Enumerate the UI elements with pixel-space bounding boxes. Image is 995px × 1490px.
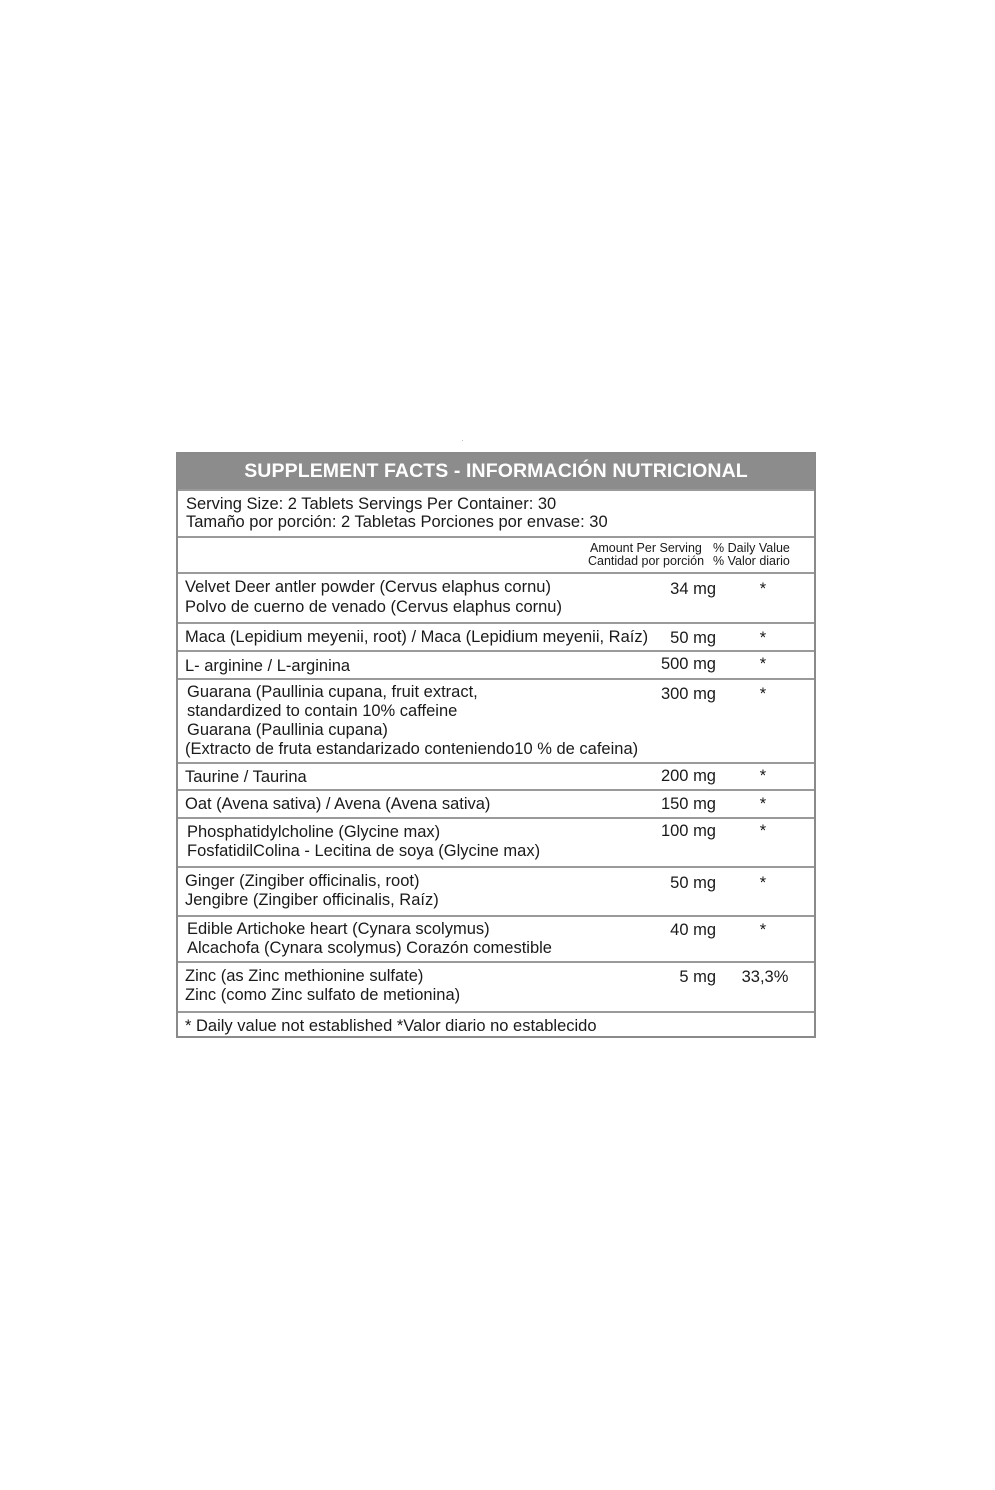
ingredient-amount: 34 mg xyxy=(670,580,716,598)
ingredient-dv: * xyxy=(759,795,767,813)
ingredient-dv: * xyxy=(759,580,767,598)
ingredient-dv: * xyxy=(759,629,767,647)
ingredient-name: Guarana (Paullinia cupana) xyxy=(187,721,388,739)
ingredient-name: Taurine / Taurina xyxy=(185,768,307,786)
amount-heading-es: Cantidad por porción xyxy=(588,554,705,568)
ingredient-name: L- arginine / L-arginina xyxy=(185,657,351,675)
ingredient-name: Velvet Deer antler powder (Cervus elaphus cornu) xyxy=(185,578,551,596)
ingredient-name: (Extracto de fruta estandarizado conteniendo10 % de cafeina) xyxy=(185,740,639,758)
serving-line-es: Tamaño por porción: 2 Tabletas Porciones por envase: 30 xyxy=(186,513,608,531)
ingredient-name: FosfatidilColina - Lecitina de soya (Glycine max) xyxy=(187,842,541,860)
ingredient-row xyxy=(178,915,814,961)
ingredient-name: Alcachofa (Cynara scolymus) Corazón comestible xyxy=(187,939,552,957)
panel-title: SUPPLEMENT FACTS - INFORMACIÓN NUTRICIONAL xyxy=(178,454,814,489)
ingredient-amount: 50 mg xyxy=(670,629,716,647)
ingredient-amount: 5 mg xyxy=(679,968,716,986)
ingredient-amount: 150 mg xyxy=(660,795,716,813)
ingredient-dv: * xyxy=(759,822,767,840)
ingredient-row xyxy=(178,622,814,650)
ingredient-row xyxy=(178,866,814,915)
serving-row xyxy=(178,489,814,536)
ingredient-row xyxy=(178,789,814,817)
ingredient-row xyxy=(178,678,814,762)
supplement-facts-panel xyxy=(176,452,816,1038)
ingredient-name: Polvo de cuerno de venado (Cervus elaphus cornu) xyxy=(185,598,562,616)
stray-mark xyxy=(462,440,463,441)
ingredient-amount: 200 mg xyxy=(660,767,716,785)
ingredient-dv: * xyxy=(759,874,767,892)
ingredient-dv: * xyxy=(759,655,767,673)
ingredient-dv: * xyxy=(759,685,767,703)
ingredient-name: Phosphatidylcholine (Glycine max) xyxy=(187,823,441,841)
ingredient-dv: * xyxy=(759,767,767,785)
ingredient-name: Zinc (como Zinc sulfato de metionina) xyxy=(185,986,461,1004)
ingredient-name: Edible Artichoke heart (Cynara scolymus) xyxy=(187,920,490,938)
ingredient-dv: 33,3% xyxy=(741,968,789,986)
footnote: * Daily value not established *Valor diario no establecido xyxy=(185,1017,597,1035)
ingredient-row xyxy=(178,961,814,1011)
ingredient-row xyxy=(178,762,814,789)
ingredient-amount: 40 mg xyxy=(670,921,716,939)
column-headings-row xyxy=(178,536,814,572)
serving-line-en: Serving Size: 2 Tablets Servings Per Container: 30 xyxy=(186,495,557,513)
amount-heading-en: Amount Per Serving xyxy=(590,541,702,555)
footnote-row xyxy=(178,1011,814,1038)
ingredient-row xyxy=(178,817,814,866)
ingredient-name: Guarana (Paullinia cupana, fruit extract, xyxy=(187,683,478,701)
ingredient-amount: 100 mg xyxy=(660,822,716,840)
ingredient-name: Ginger (Zingiber officinalis, root) xyxy=(185,872,420,890)
ingredient-row xyxy=(178,572,814,622)
ingredient-dv: * xyxy=(759,921,767,939)
ingredient-amount: 300 mg xyxy=(660,685,716,703)
ingredient-row xyxy=(178,650,814,678)
ingredient-name: Maca (Lepidium meyenii, root) / Maca (Lepidium meyenii, Raíz) xyxy=(185,628,649,646)
ingredient-name: standardized to contain 10% caffeine xyxy=(187,702,458,720)
ingredient-name: Oat (Avena sativa) / Avena (Avena sativa) xyxy=(185,795,491,813)
ingredient-amount: 50 mg xyxy=(670,874,716,892)
ingredient-amount: 500 mg xyxy=(660,655,716,673)
ingredient-name: Jengibre (Zingiber officinalis, Raíz) xyxy=(185,891,439,909)
dv-heading-es: % Valor diario xyxy=(713,554,790,568)
ingredient-name: Zinc (as Zinc methionine sulfate) xyxy=(185,967,424,985)
dv-heading-en: % Daily Value xyxy=(713,541,790,555)
